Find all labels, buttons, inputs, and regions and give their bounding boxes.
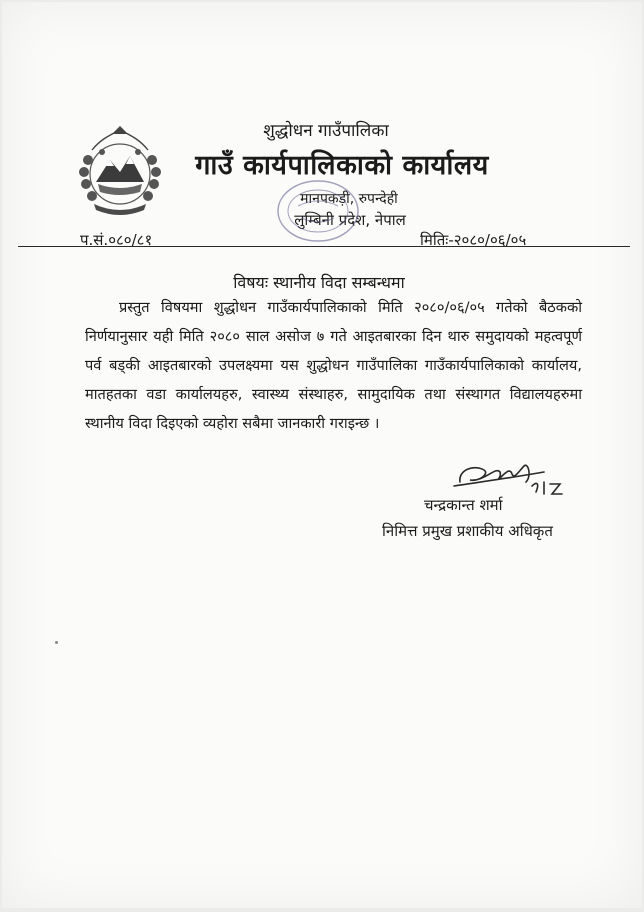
subject-line: विषयः स्थानीय विदा सम्बन्धमा — [233, 273, 405, 292]
letter-date: मितिः-२०८०/०६/०५ — [420, 231, 527, 249]
office-title: गाउँ कार्यपालिकाको कार्यालय — [195, 150, 489, 181]
letter-body — [85, 293, 582, 438]
district-line: मानपकड़ी, रुपन्देही — [300, 191, 398, 207]
signatory-name: चन्द्रकान्त शर्मा — [424, 496, 503, 514]
paper-speck — [55, 641, 58, 644]
header-divider — [18, 246, 630, 247]
municipality-name: शुद्धोधन गाउँपालिका — [263, 121, 389, 141]
letter-page — [2, 2, 642, 908]
reference-number: प.सं.०८०/८१ — [80, 231, 153, 249]
province-line: लुम्बिनी प्रदेश, नेपाल — [294, 211, 406, 229]
signatory-designation: निमित्त प्रमुख प्रशाकीय अधिकृत — [382, 522, 553, 540]
body-paragraph: प्रस्तुत विषयमा शुद्धोधन गाउँकार्यपालिकाको मिति २०८०/०६/०५ गतेको बैठकको निर्णयानुसार यही मिति २०८० साल असोज ७ गते आइतबारका दिन थारु समुदायको महत्वपूर्ण पर्व बड्की आइतबारको उपलक्ष्यमा यस शुद्धोधन गाउँपालिका गाउँकार्यपालिकाको कार्यालय, मातहतका वडा कार्यालयहरु, स्वास्थ्य संस्थाहरु, सामुदायिक तथा संस्थागत विद्यालयहरुमा स्थानीय विदा दिइएको व्यहोरा सबैमा जानकारी गराइन्छ । — [85, 299, 582, 432]
office-stamp-icon — [272, 176, 364, 246]
handwritten-signature-icon — [440, 452, 580, 500]
